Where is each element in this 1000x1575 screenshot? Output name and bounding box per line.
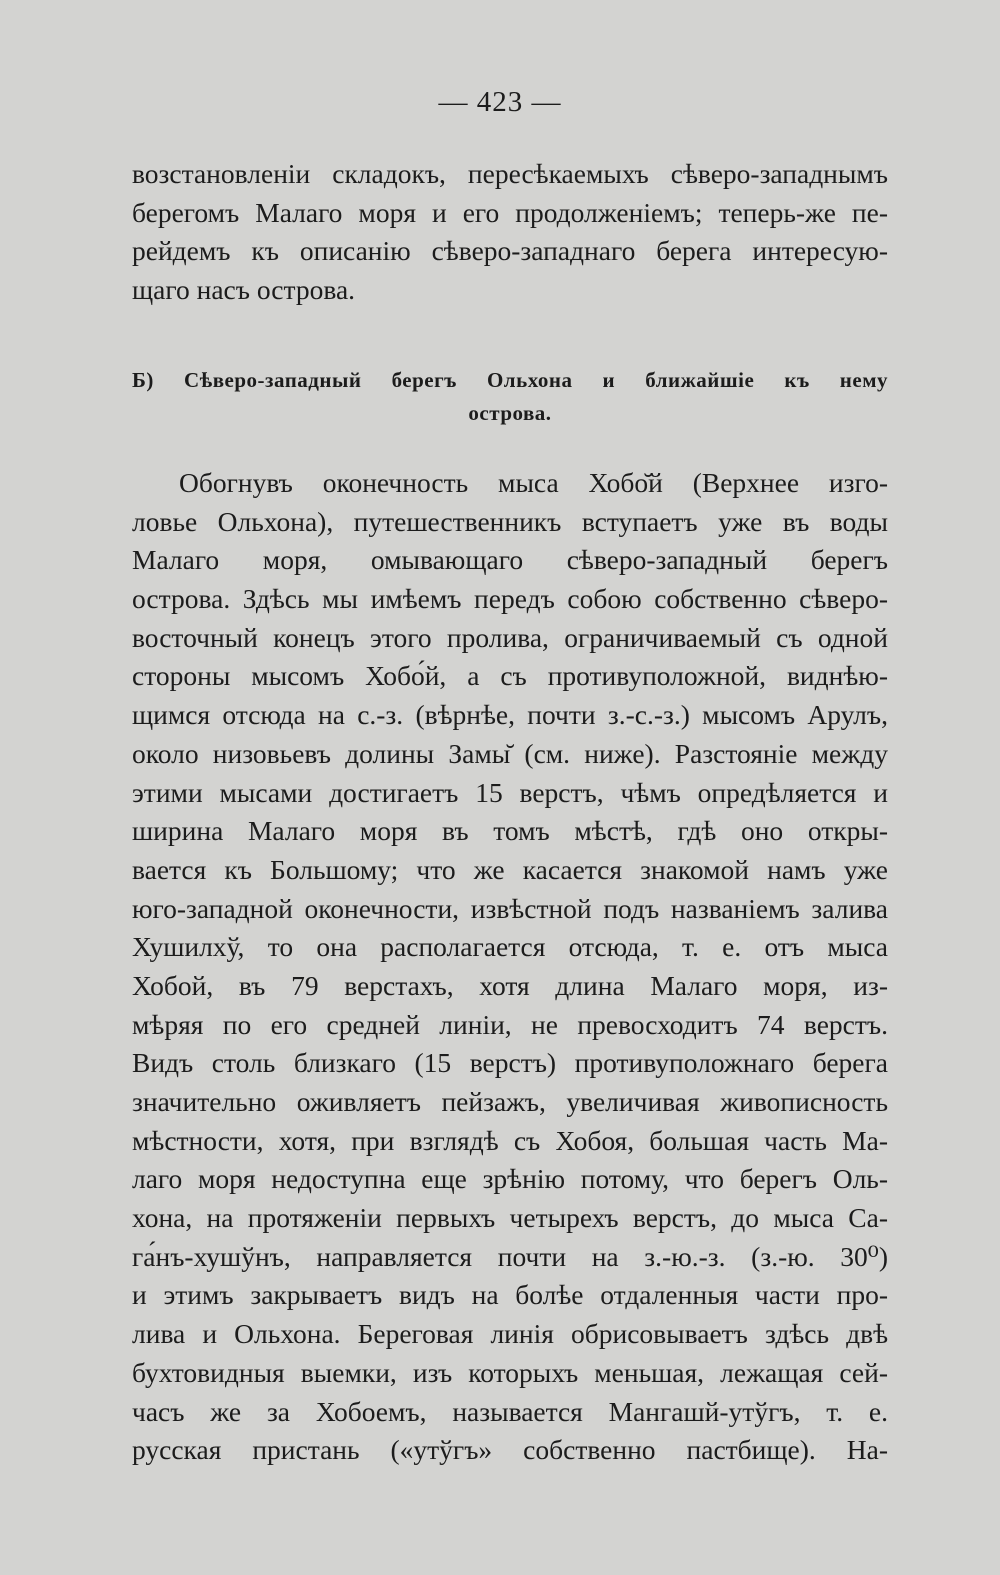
text-line: бухтовидныя выемки, изъ которыхъ меньшая, лежащая сей- — [132, 1356, 888, 1388]
text-line: Видъ столь близкаго (15 верстъ) противуположнаго берега — [132, 1047, 888, 1079]
text-line: лива и Ольхона. Береговая линія обрисовываетъ здѣсь двѣ — [132, 1318, 888, 1350]
text-line: стороны мысомъ Хобо́й, а съ противуположной, виднѣю- — [132, 660, 888, 692]
text-line: Хушилхў, то она располагается отсюда, т. е. отъ мыса — [132, 931, 888, 963]
text-line: значительно оживляетъ пейзажъ, увеличивая живописность — [132, 1086, 888, 1117]
text-line: около низовьевъ долины Замы̆ (см. ниже). Разстояніе между — [132, 737, 888, 769]
text-line: Хобой, въ 79 верстахъ, хотя длина Малаго моря, из- — [132, 969, 888, 1001]
text-line: лаго моря недоступна еще зрѣнію потому, что берегъ Оль- — [132, 1163, 888, 1195]
text-line: этими мысами достигаетъ 15 верстъ, чѣмъ опредѣляется и — [132, 776, 888, 808]
heading-line-2: острова. — [468, 401, 552, 425]
paragraph-1 — [132, 155, 888, 310]
text-line: ловье Ольхона), путешественникъ вступаетъ уже въ воды — [132, 505, 888, 537]
paragraph-2 — [132, 464, 888, 1470]
text-line: хона, на протяженіи первыхъ четырехъ верстъ, до мыса Са- — [132, 1202, 888, 1234]
section-heading — [132, 364, 888, 430]
text-line: ширина Малаго моря въ томъ мѣстѣ, гдѣ оно откры- — [132, 815, 888, 847]
text-line: га́нъ-хушўнъ, направляется почти на з.-ю.-з. (з.-ю. 30⁰) — [132, 1240, 888, 1272]
text-line: Малаго моря, омывающаго сѣверо-западный берегъ — [132, 544, 888, 576]
text-line: щаго насъ острова. — [132, 274, 356, 306]
text-line: и этимъ закрываетъ видъ на болѣе отдаленныя части про- — [132, 1279, 888, 1311]
text-line: щимся отсюда на с.-з. (вѣрнѣе, почти з.-с.-з.) мысомъ Арулъ, — [132, 699, 888, 731]
text-line: Обогнувъ оконечность мыса Хобо̆й (Верхнее изго- — [179, 467, 888, 498]
text-line: берегомъ Малаго моря и его продолженіемъ; теперь-же пе- — [132, 196, 888, 228]
text-line: восточный конецъ этого пролива, ограничиваемый съ одной — [132, 621, 888, 653]
heading-line-1: Б) Сѣверо-западный берегъ Ольхона и ближайшіе къ нему — [132, 368, 888, 392]
text-line: острова. Здѣсь мы имѣемъ передъ собою собственно сѣверо- — [132, 583, 888, 615]
text-line: мѣстности, хотя, при взглядѣ съ Хобоя, большая часть Ма- — [132, 1124, 888, 1156]
text-line: юго-западной оконечности, извѣстной подъ названіемъ залива — [132, 892, 888, 924]
text-line: мѣряя по его средней линіи, не превосходитъ 74 верстъ. — [132, 1008, 888, 1040]
text-line: возстановленіи складокъ, пересѣкаемыхъ сѣверо-западнымъ — [132, 158, 888, 189]
page-number: — 423 — — [438, 86, 562, 118]
text-line: часъ же за Хобоемъ, называется Мангашй-утўгъ, т. е. — [132, 1395, 888, 1427]
text-line: рейдемъ къ описанію сѣверо-западнаго берега интересую- — [132, 235, 888, 267]
text-line: русская пристань («утўгъ» собственно пастбище). На- — [132, 1434, 888, 1466]
text-line: вается къ Большому; что же касается знакомой намъ уже — [132, 853, 888, 885]
